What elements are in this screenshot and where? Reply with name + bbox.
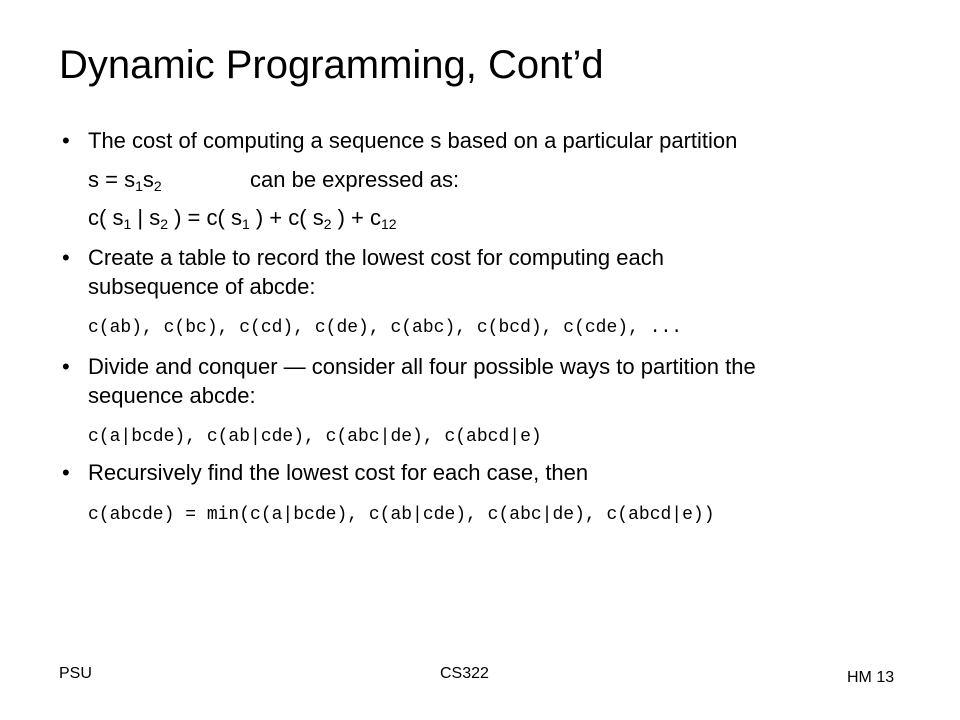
bullet-3-line-1: Divide and conquer — consider all four possible ways to partition the (88, 354, 756, 379)
code-partitions: c(a|bcde), c(ab|cde), c(abc|de), c(abcd|e) (88, 427, 542, 447)
eq-part: ) = c( s (168, 205, 242, 230)
footer-right: HM 13 (847, 669, 895, 686)
subscript: 1 (135, 178, 143, 194)
bullet-marker: • (62, 354, 70, 379)
footer-left: PSU (59, 665, 92, 682)
eq-part: | s (131, 205, 161, 230)
subscript: 2 (153, 178, 162, 194)
bullet-3-line-2: sequence abcde: (88, 383, 256, 408)
partition-equation-tail: can be expressed as: (250, 167, 460, 192)
code-min-formula: c(abcde) = min(c(a|bcde), c(ab|cde), c(abc|de), c(abcd|e)) (88, 505, 715, 525)
eq-part: ) + c( s (249, 205, 324, 230)
subscript: 1 (241, 216, 250, 232)
bullet-marker: • (62, 128, 70, 153)
slide-title: Dynamic Programming, Cont’d (59, 43, 604, 87)
partition-equation (88, 166, 162, 194)
footer-center: CS322 (440, 665, 489, 682)
subscript: 2 (160, 216, 168, 232)
bullet-2-line-1: Create a table to record the lowest cost for computing each (88, 245, 664, 270)
subscript: 1 (123, 216, 132, 232)
eq-part: ) + c (331, 205, 382, 230)
eq-part: s (142, 167, 154, 192)
cost-equation (88, 204, 397, 232)
eq-part: c( s (88, 205, 124, 230)
bullet-marker: • (62, 460, 70, 485)
bullet-4-line-1: Recursively find the lowest cost for each case, then (88, 460, 589, 485)
bullet-2-line-2: subsequence of abcde: (88, 274, 316, 299)
subscript: 2 (323, 216, 332, 232)
eq-part: s = s (88, 167, 136, 192)
code-subsequences: c(ab), c(bc), c(cd), c(de), c(abc), c(bcd), c(cde), ... (88, 318, 683, 338)
subscript: 12 (381, 216, 397, 232)
bullet-1-text: The cost of computing a sequence s based on a particular partition (88, 128, 738, 153)
bullet-marker: • (62, 245, 70, 270)
